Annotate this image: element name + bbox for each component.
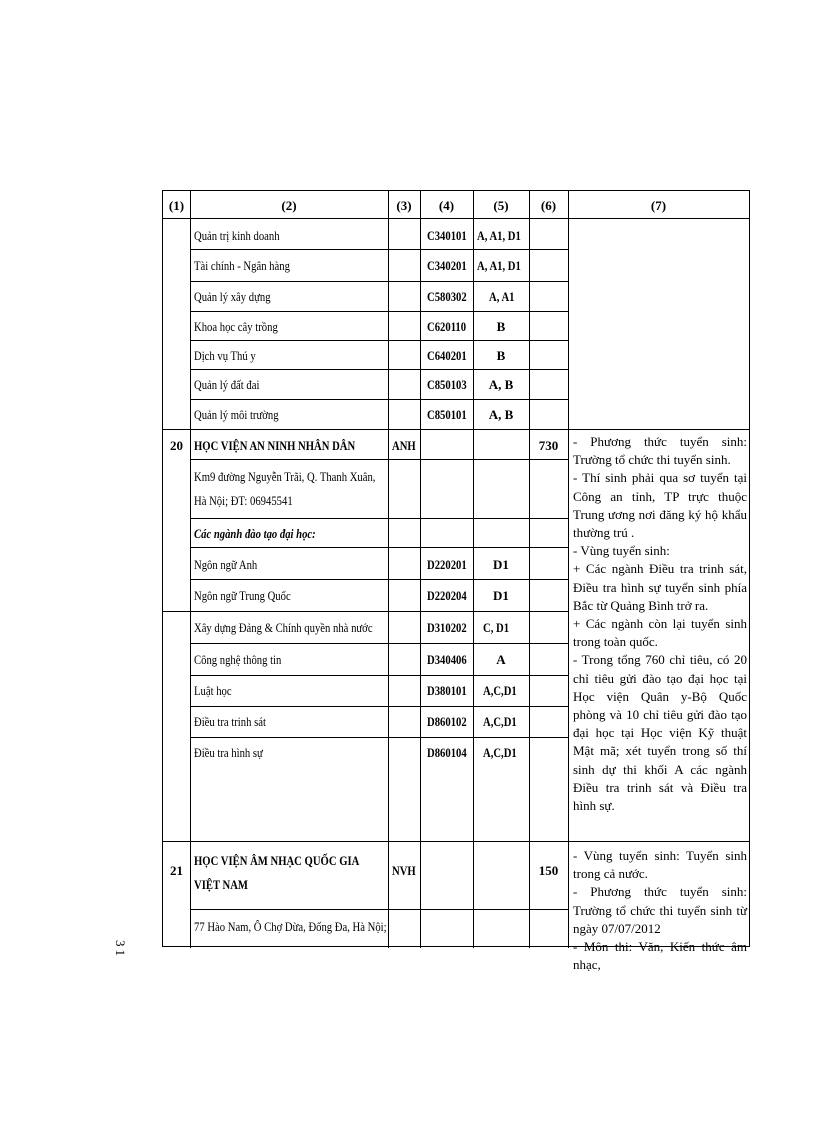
row-divider xyxy=(190,249,568,250)
major-name: Quản lý xây dựng xyxy=(194,289,271,304)
major-blocks: D1 xyxy=(493,557,509,572)
major-code: C640201 xyxy=(427,348,467,363)
header-col-1: (1) xyxy=(168,198,185,213)
major-blocks: D1 xyxy=(493,588,509,603)
major-blocks: B xyxy=(496,319,506,334)
major-blocks: A, B xyxy=(488,377,514,392)
major-name: Điều tra hình sự xyxy=(194,745,263,760)
major-code: D860104 xyxy=(427,745,467,760)
major-name: Ngôn ngữ Anh xyxy=(194,557,258,572)
school-quota: 730 xyxy=(538,438,559,453)
row-divider xyxy=(190,281,568,282)
admissions-table xyxy=(162,190,750,973)
row-divider xyxy=(190,909,568,910)
row-divider xyxy=(190,311,568,312)
major-code: D220201 xyxy=(427,557,467,572)
row-divider xyxy=(163,841,749,842)
col-divider xyxy=(568,191,569,948)
major-code: C580302 xyxy=(427,289,467,304)
major-name: Quản lý đất đai xyxy=(194,377,260,392)
note-line: - Trong tổng 760 chỉ tiêu, có 20 chỉ tiêu gửi đào tạo đại học tại Học viện Quân y-Bộ Quốc phòng và 10 chỉ tiêu gửi đào tạo đại học tại Học viện Kỹ thuật Mật mã; xét tuyển trong số thí sinh dự thi khối A các ngành Điều tra trinh sát và Điều tra hình sự. xyxy=(573,652,747,814)
row-divider xyxy=(190,643,568,644)
major-blocks: A,C,D1 xyxy=(483,745,517,760)
major-blocks: A, A1 xyxy=(489,289,515,304)
school-address: Hà Nội; ĐT: 06945541 xyxy=(194,493,293,508)
major-name: Ngôn ngữ Trung Quốc xyxy=(194,588,291,603)
major-name: Điều tra trinh sát xyxy=(194,714,266,729)
row-divider xyxy=(190,579,568,580)
row-divider xyxy=(190,340,568,341)
col-divider xyxy=(190,191,191,948)
school-name: VIỆT NAM xyxy=(194,877,249,892)
col-divider xyxy=(420,191,421,948)
row-divider xyxy=(190,706,568,707)
row-divider xyxy=(190,369,568,370)
header-col-4: (4) xyxy=(438,198,455,213)
major-code: C340201 xyxy=(427,258,467,273)
school-name: HỌC VIỆN AN NINH NHÂN DÂN xyxy=(194,438,356,453)
section-heading: Các ngành đào tạo đại học: xyxy=(194,526,316,541)
school-notes xyxy=(573,847,747,973)
row-divider xyxy=(190,399,568,400)
major-name: Khoa học cây trồng xyxy=(194,319,278,334)
major-code: D860102 xyxy=(427,714,467,729)
school-code: ANH xyxy=(392,438,416,453)
school-address: 77 Hào Nam, Ô Chợ Dừa, Đống Đa, Hà Nội; xyxy=(194,919,387,934)
col-divider xyxy=(388,191,389,948)
major-code: C850101 xyxy=(427,407,467,422)
header-col-3: (3) xyxy=(396,198,412,213)
school-stt: 21 xyxy=(170,863,183,878)
row-divider xyxy=(163,611,568,612)
major-code: D380101 xyxy=(427,683,467,698)
row-divider xyxy=(163,429,749,430)
major-code: D220204 xyxy=(427,588,467,603)
note-line: - Môn thi: Văn, Kiến thức âm nhạc, xyxy=(573,939,747,973)
major-name: Luật học xyxy=(194,683,232,698)
row-divider xyxy=(190,675,568,676)
header-col-5: (5) xyxy=(493,198,509,213)
major-blocks: C, D1 xyxy=(483,620,510,635)
row-divider xyxy=(190,547,568,548)
note-line: - Thí sinh phải qua sơ tuyển tại Công an tỉnh, TP trực thuộc Trung ương nơi đăng ký hộ khẩu thường trú . xyxy=(573,470,747,541)
row-divider xyxy=(190,737,568,738)
school-address: Km9 đường Nguyễn Trãi, Q. Thanh Xuân, xyxy=(194,469,376,484)
major-code: C340101 xyxy=(427,228,467,243)
major-name: Quản trị kinh doanh xyxy=(194,228,280,243)
major-blocks: A xyxy=(496,652,506,667)
major-name: Công nghệ thông tin xyxy=(194,652,282,667)
major-code: D310202 xyxy=(427,620,467,635)
major-blocks: A, B xyxy=(488,407,514,422)
school-stt: 20 xyxy=(170,438,183,453)
school-notes xyxy=(573,433,747,815)
major-blocks: A,C,D1 xyxy=(483,683,517,698)
note-line: - Vùng tuyển sinh: Tuyển sinh trong cả nước. xyxy=(573,848,747,882)
header-col-6: (6) xyxy=(540,198,557,213)
header-col-7: (7) xyxy=(650,198,667,213)
school-quota: 150 xyxy=(538,863,559,878)
major-blocks: A, A1, D1 xyxy=(477,228,521,243)
row-divider xyxy=(190,518,568,519)
major-blocks: B xyxy=(496,348,506,363)
major-code: C620110 xyxy=(427,319,467,334)
row-divider xyxy=(190,459,568,460)
note-line: + Các ngành còn lại tuyển sinh trong toàn quốc. xyxy=(573,616,747,650)
major-blocks: A, A1, D1 xyxy=(477,258,521,273)
note-line: + Các ngành Điều tra trinh sát, Điều tra hình sự tuyển sinh phía Bắc từ Quảng Bình trở ra. xyxy=(573,561,747,613)
row-divider xyxy=(163,218,749,219)
header-col-2: (2) xyxy=(281,198,297,213)
school-name: HỌC VIỆN ÂM NHẠC QUỐC GIA xyxy=(194,853,360,868)
col-divider xyxy=(529,191,530,948)
major-name: Quản lý môi trường xyxy=(194,407,279,422)
note-line: - Phương thức tuyển sinh: Trường tổ chức thi tuyển sinh. xyxy=(573,434,747,468)
note-line: - Phương thức tuyển sinh: Trường tổ chức thi tuyển sinh từ ngày 07/07/2012 xyxy=(573,884,747,936)
page-number: 31 xyxy=(113,940,128,959)
major-code: D340406 xyxy=(427,652,467,667)
major-name: Xây dựng Đảng & Chính quyền nhà nước xyxy=(194,620,373,635)
major-name: Tài chính - Ngân hàng xyxy=(194,258,290,273)
major-blocks: A,C,D1 xyxy=(483,714,517,729)
note-line: - Vùng tuyển sinh: xyxy=(573,543,670,559)
major-name: Dịch vụ Thú y xyxy=(194,348,256,363)
major-code: C850103 xyxy=(427,377,467,392)
school-code: NVH xyxy=(392,863,416,878)
